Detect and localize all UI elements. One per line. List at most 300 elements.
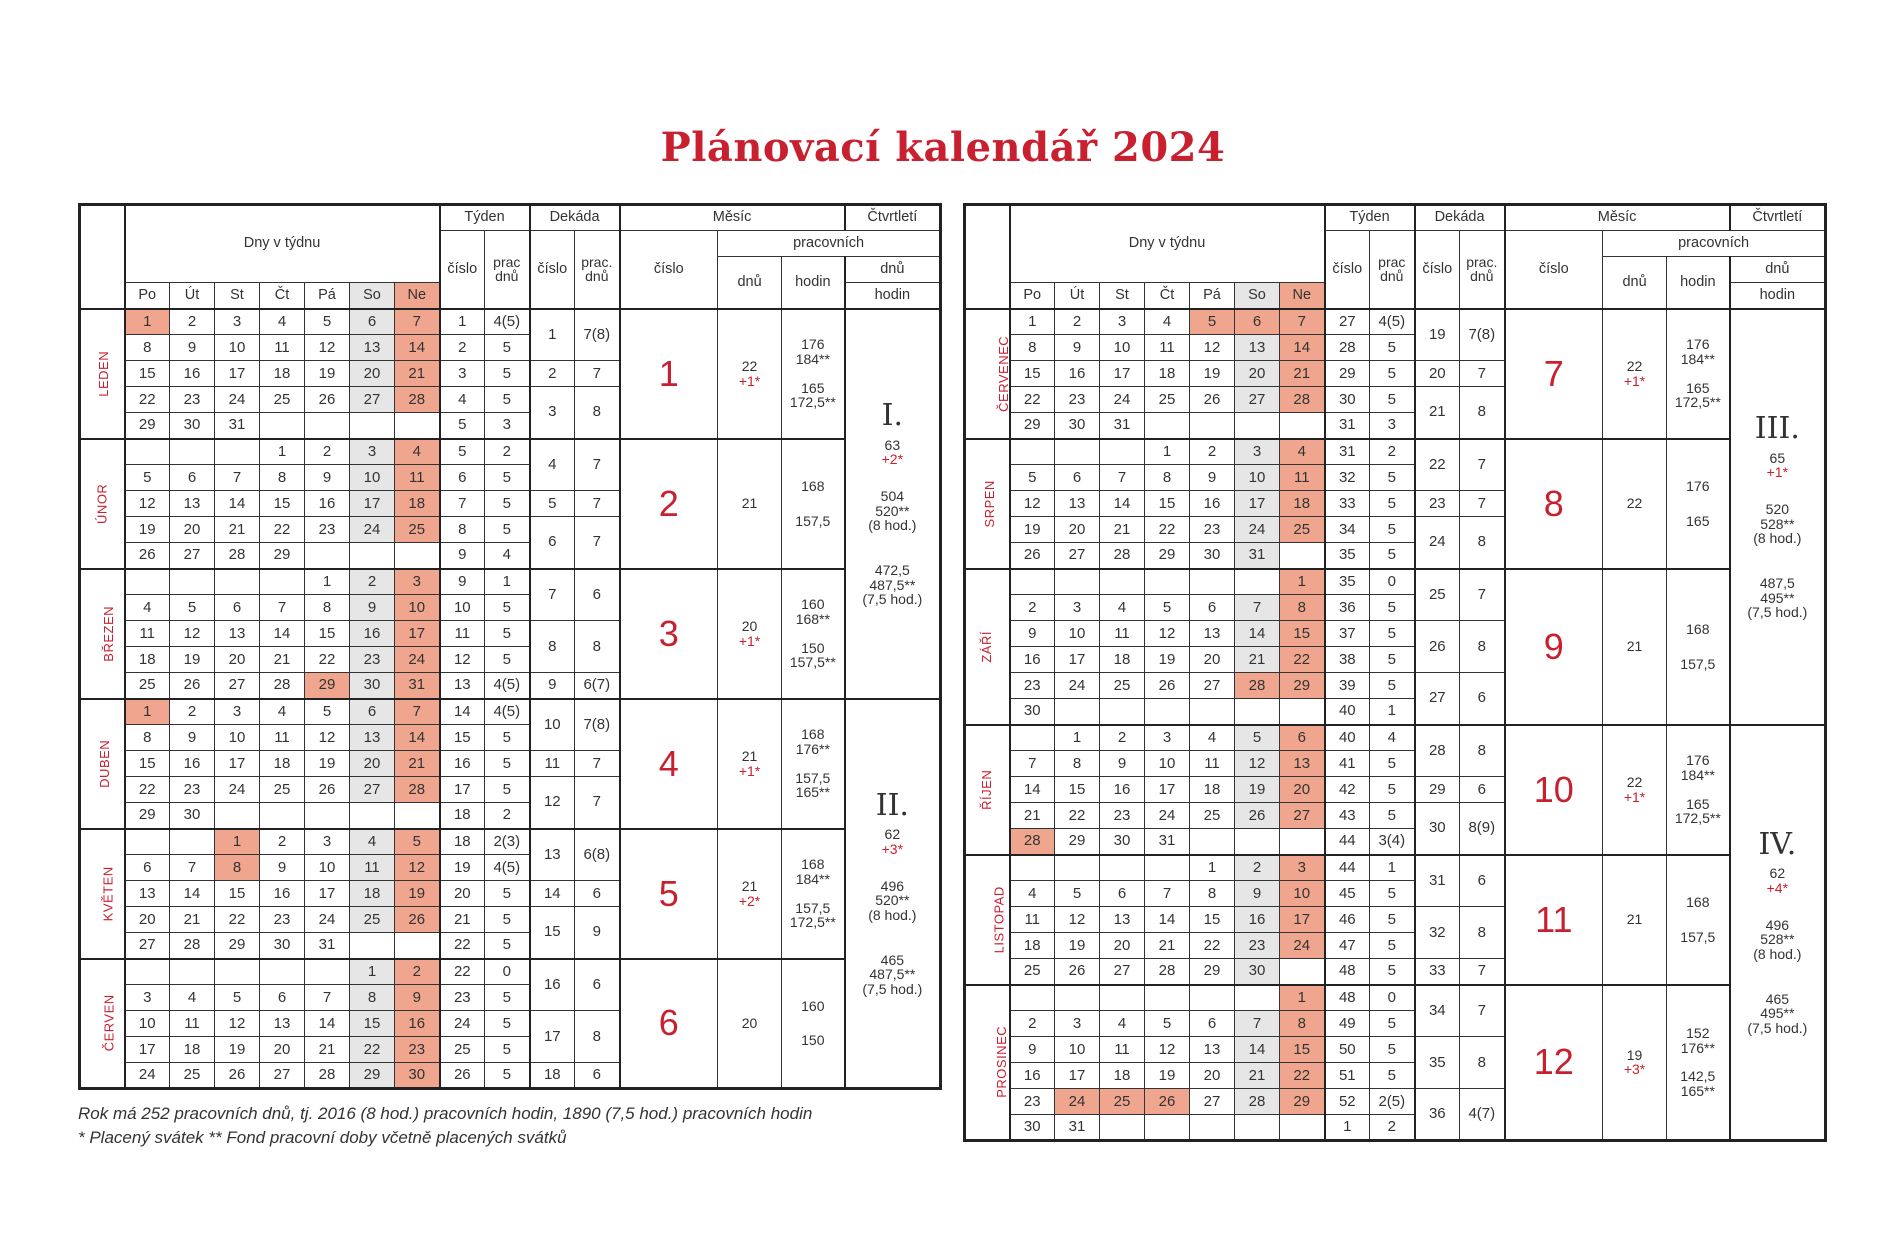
week-workdays: 5 [1370, 491, 1415, 517]
day-cell: 5 [1145, 595, 1190, 621]
week-workdays: 5 [485, 491, 530, 517]
day-cell: 1 [215, 829, 260, 855]
month-name-label: ÚNOR [94, 483, 110, 524]
day-cell: 31 [1055, 1115, 1100, 1141]
decade-number: 12 [530, 777, 575, 829]
day-cell: 26 [305, 387, 350, 413]
day-cell [215, 569, 260, 595]
day-cell: 28 [305, 1063, 350, 1089]
day-cell: 12 [1190, 335, 1235, 361]
week-number: 27 [1325, 309, 1370, 335]
header-month-hours: hodin [1667, 257, 1730, 309]
day-cell: 16 [395, 1011, 440, 1037]
quarter-hours-value: 487,5** [869, 576, 916, 593]
day-cell: 29 [350, 1063, 395, 1089]
weekday-header: Ne [395, 283, 440, 309]
week-workdays: 0 [485, 959, 530, 985]
day-cell: 2 [395, 959, 440, 985]
day-cell [260, 413, 305, 439]
day-cell: 17 [215, 361, 260, 387]
week-number: 50 [1325, 1037, 1370, 1063]
weekday-header: St [215, 283, 260, 309]
week-workdays: 2 [1370, 439, 1415, 465]
quarter-days: 62 [884, 826, 901, 843]
day-cell: 3 [305, 829, 350, 855]
decade-workdays: 7 [575, 777, 620, 829]
month-hours-value: 172,5** [1674, 810, 1721, 827]
quarter-hours-value: (7,5 hod.) [1747, 1020, 1808, 1037]
day-cell [1100, 1115, 1145, 1141]
month-name [965, 725, 1010, 855]
day-cell: 28 [1145, 959, 1190, 985]
quarter-hours-value: 520** [875, 502, 910, 519]
header-decade-workdays: prac. dnů [575, 231, 620, 309]
page-title: Plánovací kalendář 2024 [660, 124, 1226, 171]
day-cell: 23 [1235, 933, 1280, 959]
day-cell: 16 [1235, 907, 1280, 933]
month-hours-value: 157,5 [1680, 928, 1716, 945]
day-cell: 14 [305, 1011, 350, 1037]
week-number: 31 [1325, 413, 1370, 439]
month-name-label: ČERVENEC [996, 335, 1012, 412]
month-workdays-count: 21 [1626, 638, 1643, 655]
header-quarter-hours: hodin [845, 283, 941, 309]
day-cell [1145, 855, 1190, 881]
day-cell: 21 [1100, 517, 1145, 543]
week-workdays: 5 [485, 517, 530, 543]
day-cell: 1 [1280, 985, 1325, 1011]
day-cell [1145, 413, 1190, 439]
weekday-header: So [1235, 283, 1280, 309]
calendar-table-h2 [963, 203, 1827, 1142]
day-cell: 21 [215, 517, 260, 543]
day-cell: 28 [170, 933, 215, 959]
day-cell: 6 [1100, 881, 1145, 907]
day-cell: 3 [1145, 725, 1190, 751]
week-number: 51 [1325, 1063, 1370, 1089]
month-hours-value: 176 [801, 336, 825, 353]
week-number: 35 [1325, 543, 1370, 569]
weekday-header: Po [1010, 283, 1055, 309]
day-cell: 30 [170, 803, 215, 829]
week-workdays: 5 [1370, 959, 1415, 985]
decade-number: 2 [530, 361, 575, 387]
week-number: 19 [440, 855, 485, 881]
day-cell: 28 [1100, 543, 1145, 569]
month-name-label: ŘÍJEN [979, 769, 995, 810]
week-workdays: 2(5) [1370, 1089, 1415, 1115]
day-cell: 10 [1280, 881, 1325, 907]
day-cell: 29 [1145, 543, 1190, 569]
decade-number: 6 [530, 517, 575, 569]
day-cell: 11 [395, 465, 440, 491]
decade-number: 18 [530, 1063, 575, 1089]
day-cell [1190, 1115, 1235, 1141]
header-quarter-days: dnů [845, 257, 941, 283]
day-cell: 4 [125, 595, 170, 621]
day-cell: 12 [125, 491, 170, 517]
week-number: 8 [440, 517, 485, 543]
month-hours-value: 184** [795, 350, 830, 367]
day-cell: 15 [1190, 907, 1235, 933]
day-cell: 28 [395, 777, 440, 803]
day-cell: 20 [215, 647, 260, 673]
day-cell: 2 [350, 569, 395, 595]
week-number: 5 [440, 439, 485, 465]
day-cell: 21 [260, 647, 305, 673]
week-workdays: 4 [1370, 725, 1415, 751]
day-cell [170, 959, 215, 985]
day-cell: 31 [305, 933, 350, 959]
quarter-roman: IV. [1758, 826, 1797, 862]
day-cell: 8 [350, 985, 395, 1011]
week-number: 18 [440, 829, 485, 855]
week-number: 29 [1325, 361, 1370, 387]
month-workdays-count: 22 [1626, 773, 1643, 790]
day-cell: 21 [1145, 933, 1190, 959]
day-cell: 17 [1100, 361, 1145, 387]
day-cell: 2 [260, 829, 305, 855]
day-cell: 7 [1235, 595, 1280, 621]
weekday-header: Po [125, 283, 170, 309]
day-cell: 10 [350, 465, 395, 491]
decade-workdays: 6 [575, 881, 620, 907]
decade-workdays: 6 [1460, 673, 1505, 725]
day-cell [1280, 1115, 1325, 1141]
day-cell: 22 [125, 777, 170, 803]
day-cell: 22 [1280, 1063, 1325, 1089]
week-number: 3 [440, 361, 485, 387]
decade-number: 4 [530, 439, 575, 491]
day-cell [125, 959, 170, 985]
day-cell: 19 [170, 647, 215, 673]
week-number: 33 [1325, 491, 1370, 517]
day-cell: 9 [1010, 1037, 1055, 1063]
day-cell: 7 [215, 465, 260, 491]
week-workdays: 3 [485, 413, 530, 439]
month-name-label: DUBEN [97, 739, 113, 788]
day-cell [1100, 569, 1145, 595]
month-hours-value: 150 [801, 1032, 825, 1049]
day-cell: 17 [1235, 491, 1280, 517]
week-number: 11 [440, 621, 485, 647]
week-workdays: 5 [1370, 751, 1415, 777]
day-cell: 21 [305, 1037, 350, 1063]
week-workdays: 5 [1370, 335, 1415, 361]
week-number: 12 [440, 647, 485, 673]
header-month: Měsíc [1505, 205, 1730, 231]
month-workdays [1603, 569, 1667, 725]
day-cell: 21 [170, 907, 215, 933]
header-decade: Dekáda [1415, 205, 1505, 231]
week-workdays: 2 [485, 803, 530, 829]
day-cell: 11 [170, 1011, 215, 1037]
header-decade-number: číslo [1415, 231, 1460, 309]
decade-workdays: 8 [1460, 621, 1505, 673]
quarter-hours-value: 465 [1765, 990, 1790, 1007]
quarter-roman: I. [881, 398, 904, 433]
quarter-hours-value: (8 hod.) [1753, 946, 1802, 962]
week-number: 36 [1325, 595, 1370, 621]
day-cell: 6 [350, 699, 395, 725]
day-cell: 19 [1235, 777, 1280, 803]
day-cell: 28 [1235, 1089, 1280, 1115]
month-hours-value: 172,5** [789, 394, 836, 411]
day-cell: 21 [1235, 647, 1280, 673]
header-decade: Dekáda [530, 205, 620, 231]
day-cell: 26 [1190, 387, 1235, 413]
quarter-summary [845, 309, 941, 699]
day-cell: 28 [395, 387, 440, 413]
month-hours-value: 172,5** [789, 914, 836, 931]
day-cell: 15 [1055, 777, 1100, 803]
day-cell: 27 [350, 387, 395, 413]
month-hours [782, 309, 845, 439]
day-cell [1280, 543, 1325, 569]
day-cell: 29 [125, 413, 170, 439]
day-cell [1010, 439, 1055, 465]
day-cell: 6 [1190, 1011, 1235, 1037]
day-cell: 2 [1055, 309, 1100, 335]
day-cell: 30 [1190, 543, 1235, 569]
day-cell: 19 [125, 517, 170, 543]
day-cell: 19 [1190, 361, 1235, 387]
month-hours-value: 157,5** [789, 654, 836, 671]
day-cell: 2 [1235, 855, 1280, 881]
day-cell [395, 803, 440, 829]
day-cell: 29 [305, 673, 350, 699]
day-cell: 25 [1190, 803, 1235, 829]
month-number: 12 [1505, 985, 1603, 1141]
day-cell: 22 [215, 907, 260, 933]
day-cell: 13 [125, 881, 170, 907]
month-paid-holidays: +2* [738, 892, 761, 909]
day-cell: 5 [1145, 1011, 1190, 1037]
day-cell: 31 [1100, 413, 1145, 439]
month-name [965, 309, 1010, 439]
day-cell: 18 [260, 361, 305, 387]
decade-number: 7 [530, 569, 575, 621]
day-cell: 25 [260, 777, 305, 803]
month-name-label: ZÁŘÍ [979, 630, 995, 663]
day-cell [1145, 985, 1190, 1011]
decade-number: 8 [530, 621, 575, 673]
day-cell: 27 [350, 777, 395, 803]
day-cell: 18 [260, 751, 305, 777]
day-cell: 30 [1010, 699, 1055, 725]
header-working: pracovních [1603, 231, 1826, 257]
week-number: 4 [440, 387, 485, 413]
week-number: 17 [440, 777, 485, 803]
day-cell: 4 [170, 985, 215, 1011]
day-cell [125, 439, 170, 465]
decade-workdays: 7(8) [575, 309, 620, 361]
day-cell [395, 543, 440, 569]
day-cell [305, 413, 350, 439]
month-workdays-count: 20 [741, 617, 758, 634]
month-workdays-count: 19 [1626, 1046, 1643, 1063]
day-cell [1235, 413, 1280, 439]
day-cell: 8 [1280, 595, 1325, 621]
calendar-table-h1 [78, 203, 942, 1090]
month-paid-holidays: +1* [1623, 788, 1646, 805]
week-workdays: 3 [1370, 413, 1415, 439]
day-cell: 9 [1100, 751, 1145, 777]
day-cell: 9 [1235, 881, 1280, 907]
week-number: 26 [440, 1063, 485, 1089]
month-workdays [718, 699, 782, 829]
quarter-hours-value: (8 hod.) [868, 517, 917, 534]
header-week-workdays: prac dnů [1370, 231, 1415, 309]
day-cell: 20 [170, 517, 215, 543]
day-cell [125, 829, 170, 855]
quarter-hours-value: (7,5 hod.) [862, 981, 923, 998]
day-cell: 25 [260, 387, 305, 413]
day-cell: 5 [1010, 465, 1055, 491]
month-paid-holidays: +1* [738, 632, 761, 649]
month-workdays-count: 22 [1626, 495, 1643, 512]
day-cell: 17 [215, 751, 260, 777]
day-cell: 10 [305, 855, 350, 881]
week-workdays: 5 [1370, 1011, 1415, 1037]
day-cell: 7 [395, 699, 440, 725]
day-cell [1100, 439, 1145, 465]
day-cell: 22 [1055, 803, 1100, 829]
month-name-label: PROSINEC [994, 1026, 1010, 1099]
month-name-label: LEDEN [96, 350, 112, 397]
month-hours-value: 157,5 [795, 512, 831, 529]
week-workdays: 5 [1370, 777, 1415, 803]
day-cell: 26 [395, 907, 440, 933]
weekday-header: Pá [305, 283, 350, 309]
day-cell: 16 [305, 491, 350, 517]
day-cell: 11 [260, 335, 305, 361]
day-cell [1100, 699, 1145, 725]
day-cell: 29 [1055, 829, 1100, 855]
day-cell: 14 [215, 491, 260, 517]
day-cell: 30 [395, 1063, 440, 1089]
day-cell: 27 [1280, 803, 1325, 829]
month-hours-value: 160 [801, 997, 825, 1014]
quarter-summary [1730, 309, 1826, 725]
corner-blank [965, 205, 1010, 309]
week-workdays: 5 [1370, 595, 1415, 621]
header-quarter: Čtvrtletí [1730, 205, 1826, 231]
day-cell: 16 [1100, 777, 1145, 803]
day-cell: 16 [1010, 647, 1055, 673]
day-cell: 3 [1100, 309, 1145, 335]
day-cell: 20 [1100, 933, 1145, 959]
day-cell: 11 [1100, 1037, 1145, 1063]
decade-number: 33 [1415, 959, 1460, 985]
day-cell: 1 [125, 309, 170, 335]
decade-number: 35 [1415, 1037, 1460, 1089]
quarter-paid-holidays: +2* [881, 451, 904, 468]
month-workdays-count: 20 [741, 1014, 758, 1031]
quarter-hours-value: (8 hod.) [868, 907, 917, 923]
decade-number: 29 [1415, 777, 1460, 803]
day-cell: 27 [1235, 387, 1280, 413]
quarter-paid-holidays: +3* [881, 840, 904, 857]
week-workdays: 4(5) [485, 309, 530, 335]
day-cell: 22 [1190, 933, 1235, 959]
month-name [80, 309, 125, 439]
day-cell: 8 [305, 595, 350, 621]
day-cell: 12 [215, 1011, 260, 1037]
decade-workdays: 6 [1460, 777, 1505, 803]
day-cell: 12 [1010, 491, 1055, 517]
header-decade-number: číslo [530, 231, 575, 309]
day-cell: 3 [395, 569, 440, 595]
day-cell: 30 [350, 673, 395, 699]
decade-number: 14 [530, 881, 575, 907]
week-number: 49 [1325, 1011, 1370, 1037]
quarter-hours-value: 528** [1760, 515, 1795, 532]
week-number: 7 [440, 491, 485, 517]
day-cell [215, 439, 260, 465]
day-cell: 16 [350, 621, 395, 647]
day-cell: 14 [1280, 335, 1325, 361]
month-number: 3 [620, 569, 718, 699]
day-cell [1190, 985, 1235, 1011]
day-cell: 22 [1280, 647, 1325, 673]
day-cell: 29 [215, 933, 260, 959]
day-cell [170, 829, 215, 855]
month-name-label: SRPEN [981, 479, 997, 528]
day-cell: 23 [260, 907, 305, 933]
week-number: 6 [440, 465, 485, 491]
day-cell: 27 [1055, 543, 1100, 569]
week-number: 1 [440, 309, 485, 335]
day-cell: 23 [1010, 673, 1055, 699]
week-number: 38 [1325, 647, 1370, 673]
header-month-number: číslo [1505, 231, 1603, 309]
decade-number: 1 [530, 309, 575, 361]
weekday-header: Pá [1190, 283, 1235, 309]
corner-blank [80, 205, 125, 309]
quarter-roman: II. [875, 787, 909, 823]
day-cell: 24 [1235, 517, 1280, 543]
day-cell: 18 [1100, 1063, 1145, 1089]
decade-workdays: 9 [575, 907, 620, 959]
month-hours-value: 165** [795, 784, 830, 801]
day-cell: 12 [1145, 1037, 1190, 1063]
day-cell [260, 569, 305, 595]
week-number: 28 [1325, 335, 1370, 361]
day-cell: 9 [260, 855, 305, 881]
day-cell: 3 [1055, 595, 1100, 621]
month-workdays [718, 829, 782, 959]
week-number: 52 [1325, 1089, 1370, 1115]
day-cell: 4 [260, 309, 305, 335]
day-cell: 21 [395, 361, 440, 387]
day-cell: 19 [305, 751, 350, 777]
day-cell [350, 543, 395, 569]
day-cell: 13 [215, 621, 260, 647]
day-cell: 11 [1190, 751, 1235, 777]
day-cell: 9 [305, 465, 350, 491]
week-workdays: 0 [1370, 985, 1415, 1011]
day-cell [1235, 699, 1280, 725]
day-cell: 19 [1055, 933, 1100, 959]
day-cell: 4 [1100, 595, 1145, 621]
day-cell [1055, 699, 1100, 725]
decade-number: 23 [1415, 491, 1460, 517]
quarter-hours-value: (7,5 hod.) [862, 591, 923, 608]
month-hours-value: 157,5 [795, 769, 831, 786]
month-hours-value: 184** [1680, 350, 1715, 367]
day-cell [395, 933, 440, 959]
